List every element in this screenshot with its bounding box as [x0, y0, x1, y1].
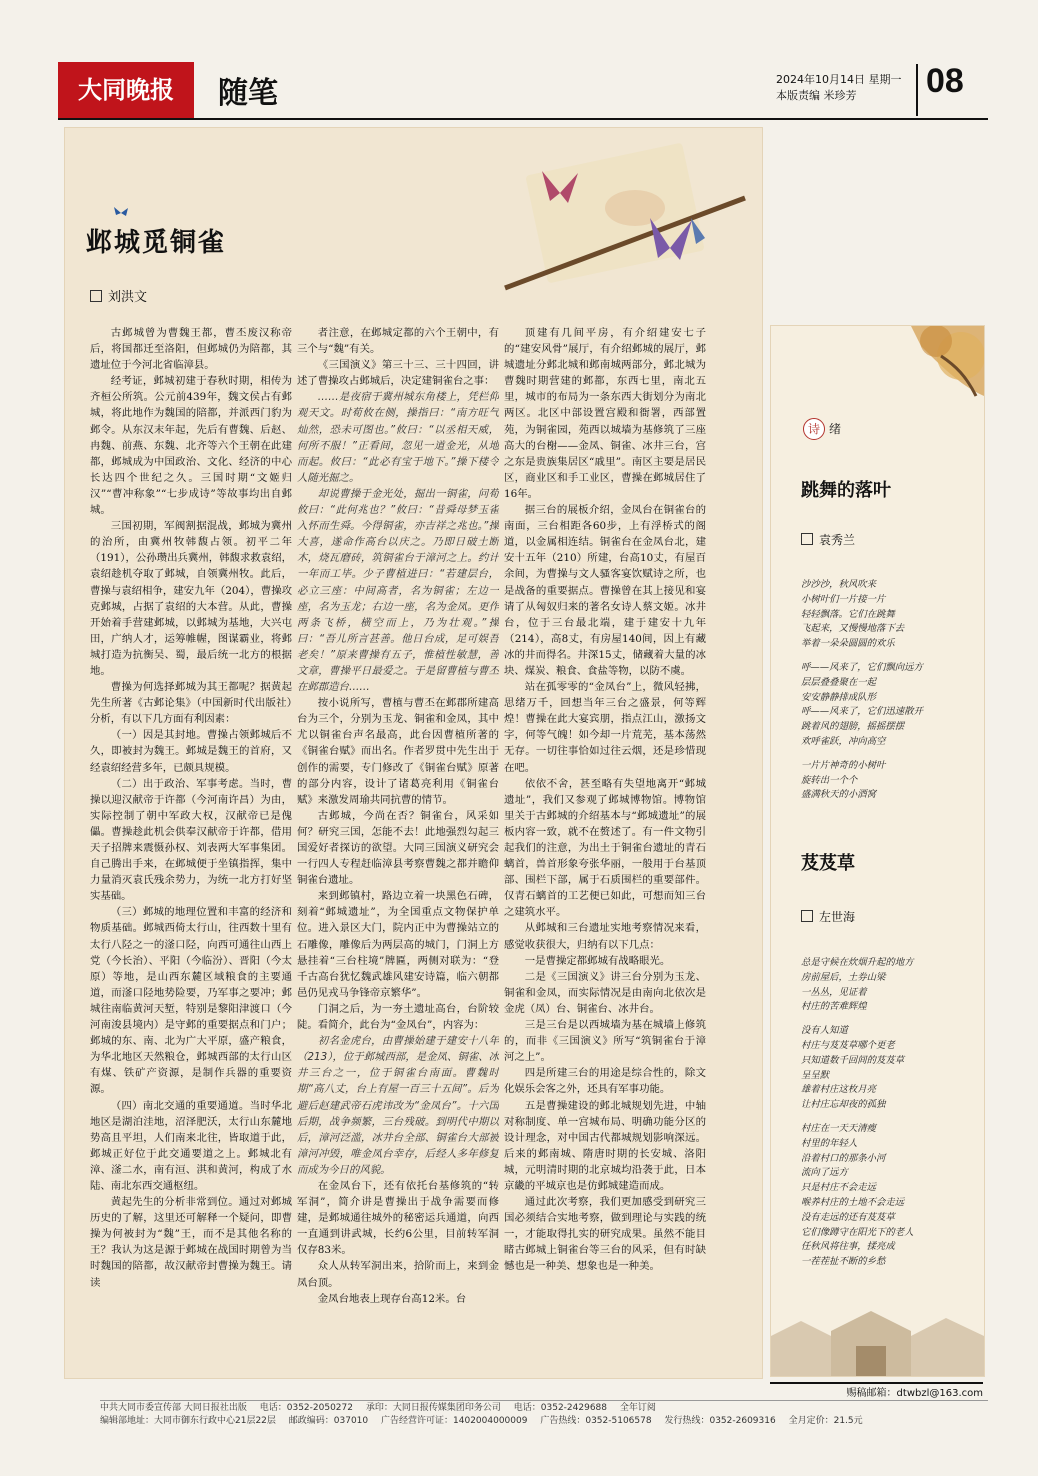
paragraph: 来到邺镇村，路边立着一块黑色石碑，刻着“邺城遗址”，为全国重点文物保护单位。进入景区大门，院内正中为曹操站立的石雕像，雕像后为两层高的城门，门洞上方悬挂着“三台柱境”牌匾，两侧对联为：“登千古高台犹忆魏武雄风建安诗篇，临六朝都邑仍见戎马争锋帝京繁华”。 — [297, 890, 499, 999]
poem-line: 村庄在一天天清瘦 — [801, 1122, 877, 1134]
masthead-divider — [916, 64, 918, 116]
article-column-3 — [504, 325, 706, 1375]
poem-line: 呼——风来了，它们飘向远方 — [801, 661, 923, 673]
poem-line: 村庄的苦难辉煌 — [801, 1001, 867, 1013]
article-author — [90, 286, 147, 305]
footer-rule — [100, 1400, 988, 1401]
editor-text: 本版责编 米珍芳 — [776, 89, 857, 102]
paragraph: 四是所建三台的用途是综合性的，除文化娱乐会客之外，还具有军事功能。 — [504, 1067, 706, 1096]
poem-1-title: 跳舞的落叶 — [801, 480, 891, 501]
poem-line: 欢呼雀跃，冲向高空 — [801, 735, 886, 747]
poem-line: 村里的年轻人 — [801, 1137, 858, 1149]
paragraph: 在金凤台下，还有依托台基修筑的“转军洞”，简介讲是曹操出于战争需要而修建，是邺城通往城外的秘密运兵通道，向西一直通到讲武城，长约6公里，目前转军洞仅存83米。 — [297, 1179, 499, 1257]
poem-line: 总是守候在炊烟升起的地方 — [801, 957, 914, 968]
paragraph: 古邺城，今尚在否？铜雀台，风采如何？研究三国，怎能不去！此地强烈勾起三国爱好者探访的欲望。大同三国演义研究会一行四人专程赶临漳县考察曹魏之都并瞻仰铜雀台遗址。 — [297, 809, 499, 887]
newspaper-logo: 大同晚报 — [58, 62, 194, 118]
poem-line: 小树叶们一片接一片 — [801, 593, 886, 605]
paragraph: 三国初期，军阀割据混战，邺城为冀州的治所，由冀州牧韩馥占领。初平二年（191），公孙瓒出兵冀州，韩馥求救袁绍，袁绍趁机夺取了邺城，自领冀州牧。此后，曹操与袁绍相争，建安九年（204），曹操攻克邺城，占据了袁绍的大本营。从此，曹操开始着手营建邺城，以邺城为基地，大兴屯田，广纳人才，运筹帷幄，图谋霸业，将邺城打造为抗衡吴、蜀，最后统一北方的根据地。 — [90, 520, 292, 677]
masthead-rule — [58, 118, 988, 120]
poem-line: 没有走远的还有芨芨草 — [801, 1211, 895, 1223]
issue-date — [776, 72, 902, 104]
footer — [100, 1402, 988, 1428]
poem-line: 轻轻飘落。它们在跳舞 — [801, 608, 895, 620]
poem-line: 一片片神奇的小树叶 — [801, 759, 886, 771]
poem-line: 旋转出一个个 — [801, 774, 858, 786]
footer-text: 全年订阅 — [619, 1403, 656, 1413]
paragraph: 据三台的展板介绍，金凤台在铜雀台的南面，三台相距各60步，上有浮桥式的阁道，以金属相连结。铜雀台在金凤台北，建安十五年（210）所建，台高10丈，有屋百余间，为曹操与文人骚客宴饮赋诗之所，也是战备的重要据点。曹操曾在其上接见和宴请了从匈奴归来的著名女诗人蔡文姬。冰井台，位于三台最北端，建于建安十九年（214），高8丈，有房屋140间，因上有藏冰的井而得名。井深15丈，储藏着大量的冰块、煤炭、粮食、食盐等物，以防不虞。 — [504, 504, 706, 677]
footer-text: 发行热线：0352-2609316 — [664, 1416, 776, 1426]
poem-line: 一茬茬扯不断的乡愁 — [801, 1256, 886, 1268]
footer-text: 电话：0352-2429688 — [513, 1403, 608, 1413]
article-column-1 — [90, 325, 292, 1375]
paragraph: 五是曹操建设的邺北城规划先进，中轴对称制度、单一宫城布局、明确功能分区的设计理念，对中国古代都城规划影响深远。后来的邺南城、隋唐时期的长安城、洛阳城，元明清时期的北京城均沿袭于此，日本京畿的平城京也是仿邺城建造而成。 — [504, 1099, 706, 1192]
footer-text: 承印：大同日报传媒集团印务公司 — [365, 1403, 501, 1413]
paragraph: 黄起先生的分析非常到位。通过对邺城历史的了解，这里还可解释一个疑问，即曹操为何被封为“魏”王，而不是其他名称的王？我认为这是源于邺城在战国时期曾为当时魏国的陪都，故汉献帝封曹操为魏王。请读 — [90, 1196, 292, 1289]
author-box-icon — [90, 290, 102, 302]
poetry-sidebar — [770, 325, 985, 1377]
footer-text: 编辑部地址：大同市御东行政中心21层22层 — [100, 1416, 276, 1426]
footer-text: 广告经营许可证：1402004000009 — [381, 1416, 528, 1426]
paragraph: 依依不舍，甚至略有失望地离开“邺城遗址”，我们又参观了邺城博物馆。博物馆里关于古邺城的介绍基本与“邺城遗址”的展板内容一致，就不在赘述了。有一件文物引起我们的注意，为出土于铜雀台遗址的青石螭首，兽首形象夸张华丽，一般用于台基顶部、围栏下部，属于石质围栏的重要部件。仅青石螭首的工艺便已如此，可想而知三台之建筑水平。 — [504, 777, 706, 919]
paragraph: （三）邺城的地理位置和丰富的经济和物质基础。邺城西倚太行山，往西数十里有太行八陉之一的滏口陉，向西可通往山西上党（今长治）、平阳（今临汾）、晋阳（今太原）等地，是山西东麓区域粮食的主要通道，而滏口陉地势险要，乃军事之要冲；邺城往南临黄河天堑，特别是黎阳津渡口（今河南浚县境内）是守邺的重要据点和门户；邺城的东、南、北为广大平原，盛产粮食，为华北地区天然粮仓，邺城西部的太行山区有煤、铁矿产资源，是制作兵器的重要资源。 — [90, 906, 292, 1096]
date-text: 2024年10月14日 星期一 — [776, 73, 902, 86]
paragraph: 曹操为何选择邺城为其王都呢？据黄起先生所著《古邺论集》（中国新时代出版社）分析，有以下几方面有利因素： — [90, 681, 292, 726]
poem-author-name: 袁秀兰 — [819, 533, 856, 547]
paragraph: 按小说所写，曹植与曹丕在邺郡所建高台为三个，分别为玉龙、铜雀和金凤，其中尤以铜雀台声名最高，此台因曹植所著的《铜雀台赋》而出名。作者罗贯中先生出于创作的需要，专门修改了《铜雀台赋》原著的部分内容，设计了诸葛亮利用《铜雀台赋》来激发周瑜共同抗曹的情节。 — [297, 697, 499, 806]
article-column-2 — [297, 325, 499, 1375]
paragraph: 二是《三国演义》讲三台分别为玉龙、铜雀和金凤，而实际情况是由南向北依次是金虎（凤）台、铜雀台、冰井台。 — [504, 970, 706, 1015]
poem-author-name: 左世海 — [819, 910, 856, 924]
quote-paragraph: ……是夜宿于冀州城东角楼上，凭栏仰观天文。时荀攸在侧，操指曰：“南方旺气灿然，恐未可图也。”攸曰：“以丞相天威，何所不服！”正看间，忽见一道金光，从地而起。攸曰：“此必有宝于地下。”操下楼令人随光掘之。 — [297, 391, 499, 484]
poem-line: 雄着村庄这枚月亮 — [801, 1084, 877, 1096]
masthead — [58, 62, 988, 122]
poem-line: 跳着风的翅膀，摇摇摆摆 — [801, 721, 905, 733]
footer-line-1 — [100, 1402, 988, 1415]
paragraph: 古邺城曾为曹魏王都，曹丕废汉称帝后，将国都迁至洛阳，但邺城仍为陪都，其遗址位于今河北省临漳县。 — [90, 327, 292, 372]
paragraph: 众人从转军洞出来，拾阶而上，来到金凤台顶。 — [297, 1260, 499, 1289]
paragraph: （二）出于政治、军事考虑。当时，曹操以迎汉献帝于许都（今河南许昌）为由，实际控制了朝中军政大权，汉献帝已是傀儡。曹操趁此机会供奉汉献帝于许都，借用天子招牌来震慑孙权、刘表两大军事集团。自己腾出手来，在邺城便于坐镇指挥，集中力量消灭袁氏残余势力，为统一北方打好坚实基础。 — [90, 777, 292, 903]
paragraph: 金凤台地表上现存台高12米。台 — [317, 1292, 467, 1305]
poem-line: 一丛丛，见证着 — [801, 986, 867, 998]
poem-stanza — [801, 661, 976, 750]
paragraph: 从邺城和三台遗址实地考察情况来看，感觉收获很大，归纳有以下几点： — [504, 922, 706, 951]
paragraph: 顶建有几间平房，有介绍建安七子的“建安风骨”展厅，有介绍邺城的展厅，邺城遗址分邺北城和邺南城两部分，邺北城为曹魏时期营建的邺都，东西七里，南北五里，城市的布局为一条东西大街划分为南北两区。北区中部设置宫殿和衙署，西部置苑，为铜雀园，苑西以城墙为基修筑了三座高大的台榭——金凤、铜雀、冰井三台，宫之东是贵族集居区“戚里”。南区主要是居民区，商业区和手工业区，曹操在邺城居住了16年。 — [504, 327, 706, 500]
poem-line: 安安静静排成队形 — [801, 691, 877, 703]
poem-line: 飞起来，又慢慢地落下去 — [801, 623, 905, 635]
poem-2-author — [801, 908, 855, 925]
old-houses-illustration — [771, 1286, 984, 1376]
poetry-tag-circle: 诗 — [803, 418, 825, 440]
butterfly-brush-illustration — [465, 138, 755, 348]
poem-1-body — [801, 578, 976, 812]
footer-text: 中共大同市委宣传部 大同日报社出版 — [100, 1403, 247, 1413]
poem-line: 任秋风将往事，揉亮成 — [801, 1241, 895, 1253]
author-name: 刘洪文 — [108, 290, 148, 305]
page-number: 08 — [926, 62, 964, 100]
paragraph: 通过此次考察，我们更加感受到研究三国必须结合实地考察，做到理论与实践的统一，才能取得扎实的研究成果。虽然不能目睹古邺城上铜雀台等三台的风采，但有时缺憾也是一种美、想象也是一种美。 — [504, 1196, 706, 1273]
paragraph: （四）南北交通的重要通道。当时华北地区是湖泊洼地，沼泽肥沃，太行山东麓地势高且平坦，人们南来北往，皆取道于此，邺城正好位于此交通要道之上。邺城北有漳、滏二水，南有洹、淇和黄河，构成了水陆、南北东西交通枢纽。 — [90, 1099, 292, 1192]
section-title: 随笔 — [218, 76, 278, 111]
footer-text: 邮政编码：037010 — [288, 1416, 369, 1426]
poem-line: 盛满秋天的小酒窝 — [801, 789, 877, 801]
poem-line: 举着一朵朵圆圆的欢乐 — [801, 638, 895, 650]
poetry-tag — [803, 418, 841, 440]
poem-2-title: 芨芨草 — [801, 853, 855, 874]
quote-paragraph: 初名金虎台，由曹操始建于建安十八年（213），位于邺城西部，是金凤、铜雀、冰井三台之一，位于铜雀台南面。曹魏时期“高八丈，台上有屋一百三十五间”。后为避后赵建武帝石虎讳改为“金凤台”。十六国后期，战争频繁，三台残破。到明代中期以后，漳河泛滥，冰井台全部、铜雀台大部被漳河冲毁，唯金凤台幸存，后经人多年修复而成为今日的风貌。 — [297, 1035, 499, 1176]
paragraph: 三是三台是以西城墙为基在城墙上修筑的，而非《三国演义》所写“筑铜雀台于漳河之上”。 — [504, 1019, 706, 1064]
poem-line: 沿着村口的那条小河 — [801, 1152, 886, 1164]
quote-paragraph: 却说曹操于金光处，掘出一铜雀，问荀攸曰：“此何兆也？”攸曰：“昔舜母梦玉雀入怀而生舜。今得铜雀，亦吉祥之兆也。”操大喜，遂命作高台以庆之。乃即日破土断木，烧瓦磨砖，筑铜雀台于漳河之上。约计一年而工毕。少子曹植进曰：“若建层台，必立三座：中间高者，名为铜雀；左边一座，名为玉龙；右边一座，名为金凤。更作两条飞桥，横空而上，乃为壮观。”操曰：“吾儿所言甚善。他日台成，足可娱吾老矣！”原来曹操有五子，惟植性敏慧，善文章，曹操平日最爱之。于是留曹植与曹丕在邺郡造台…… — [297, 487, 499, 694]
poem-stanza — [801, 578, 976, 652]
poem-2-body — [801, 956, 976, 1279]
poem-stanza — [801, 1024, 976, 1113]
paragraph: 一是曹操定都邺城有战略眼光。 — [524, 954, 671, 967]
poem-stanza — [801, 759, 976, 803]
poem-stanza — [801, 1122, 976, 1270]
poem-line: 呈呈默 — [801, 1069, 830, 1081]
poem-line: 没有人知道 — [801, 1025, 848, 1037]
poem-line: 只知道数千回间的芨芨草 — [801, 1054, 905, 1066]
paragraph: （一）因是其封地。曹操占领邺城后不久，即被封为魏王。邺城是魏王的首府，又经袁绍经营多年，已颇具规模。 — [90, 729, 292, 774]
paragraph: 《三国演义》第三十三、三十四回，讲述了曹操攻占邺城后，决定建铜雀台之事： — [297, 359, 499, 388]
footer-line-2 — [100, 1415, 988, 1428]
poem-line: 喉养村庄的土地不会走远 — [801, 1196, 905, 1208]
poem-1-author — [801, 531, 855, 548]
poem-line: 呼——风来了，它们迅速散开 — [801, 706, 923, 718]
poem-line: 房前屋后，土券山梁 — [801, 971, 886, 983]
poem-line: 它们像蹲守在阳光下的老人 — [801, 1226, 914, 1238]
paragraph: 者注意，在邺城定都的六个王朝中，有三个与“魏”有关。 — [297, 327, 499, 356]
footer-text: 全月定价：21.5元 — [788, 1416, 863, 1426]
author-box-icon — [801, 533, 813, 545]
poem-stanza — [801, 956, 976, 1015]
poem-line: 沙沙沙，秋风吹来 — [801, 579, 877, 590]
author-box-icon — [801, 910, 813, 922]
poem-line: 流向了远方 — [801, 1167, 848, 1179]
submission-email: 赐稿邮箱：dtwbzl@163.com — [770, 1382, 983, 1398]
poem-line: 村庄与芨芨草哪个更老 — [801, 1039, 895, 1051]
poem-line: 让村庄忘却夜的孤独 — [801, 1099, 886, 1111]
article-title: 邺城觅铜雀 — [86, 228, 227, 258]
poetry-tag-text: 绪 — [829, 422, 842, 436]
small-butterfly-icon — [113, 206, 129, 220]
paragraph: 站在孤零零的“金凤台”上，微风轻拂，思绪万千，回想当年三台之盛景，何等辉煌！曹操在此大宴宾朋，指点江山，激扬文字，何等气魄！如今却一片荒芜，基本荡然无存。一切往事恰如过往云烟，还是珍惜现在吧。 — [504, 681, 706, 774]
footer-text: 电话：0352-2050272 — [259, 1403, 353, 1413]
paragraph: 门洞之后，为一夯土遗址高台，台阶较陡。看简介，此台为“金凤台”，内容为： — [297, 1002, 499, 1032]
poem-line: 层层叠叠聚在一起 — [801, 676, 877, 688]
footer-text: 广告热线：0352-5106578 — [540, 1416, 652, 1426]
paragraph: 经考证，邺城初建于春秋时期，相传为齐桓公所筑。公元前439年，魏文侯占有邺城，将此地作为魏国的陪都，并派西门豹为邺令。从东汉末年起，先后有曹魏、后赵、冉魏、前燕、东魏、北齐等六个王朝在此建都，邺城成为中国政治、文化、经济的中心长达四个世纪之久。三国时期“文姬归汉”“曹冲称象”“七步成诗”等故事均出自邺城。 — [90, 375, 292, 517]
poem-line: 只是村庄不会走远 — [801, 1182, 877, 1194]
